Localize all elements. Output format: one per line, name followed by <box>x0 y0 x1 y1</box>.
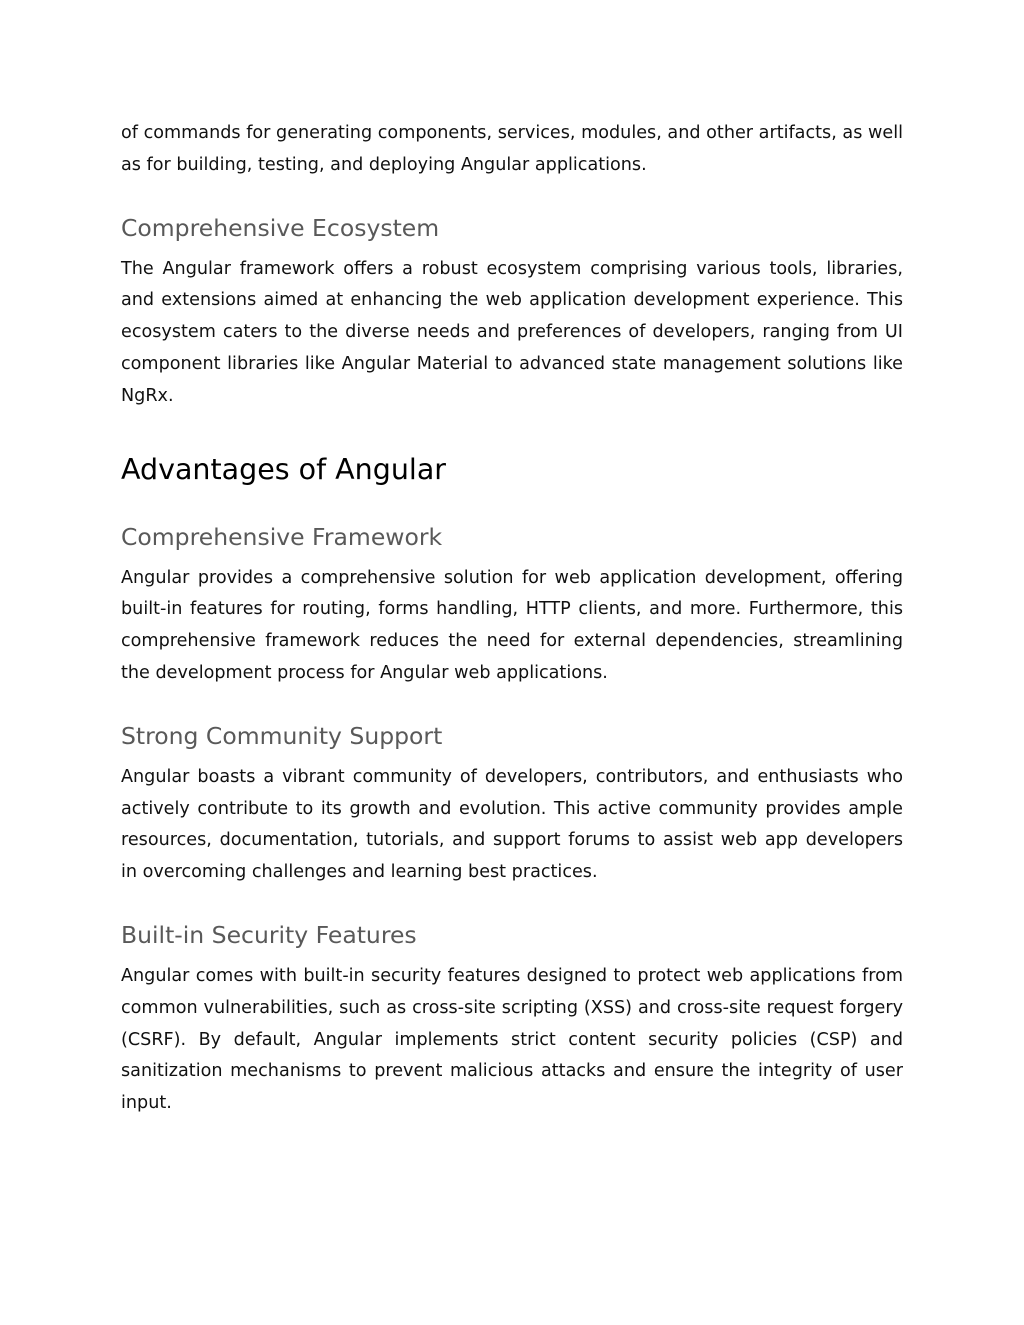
community-heading: Strong Community Support <box>121 721 443 750</box>
framework-heading: Comprehensive Framework <box>121 522 443 551</box>
security-paragraph: Angular comes with built-in security features designed to protect web applications from common vulnerabilities, such as cross-site scripting (XSS) and cross-site request forgery (CSRF). By default, Angular implements strict content security policies (CSP) and sanitization mechanisms to prevent malicious attacks and ensure the integrity of user input. <box>121 965 903 1114</box>
document-page <box>121 118 903 1120</box>
framework-paragraph: Angular provides a comprehensive solution for web application development, offering built-in features for routing, forms handling, HTTP clients, and more. Furthermore, this comprehensive framework reduces the need for external dependencies, streamlining the development process for Angular web applications. <box>121 567 903 683</box>
intro-paragraph: of commands for generating components, services, modules, and other artifacts, as well as for building, testing, and deploying Angular applications. <box>121 123 903 175</box>
ecosystem-paragraph: The Angular framework offers a robust ecosystem comprising various tools, libraries, and extensions aimed at enhancing the web application development experience. This ecosystem caters to the diverse needs and preferences of developers, ranging from UI component libraries like Angular Material to advanced state management solutions like NgRx. <box>121 258 903 406</box>
community-paragraph: Angular boasts a vibrant community of developers, contributors, and enthusiasts who actively contribute to its growth and evolution. This active community provides ample resources, documentation, tutorials, and support forums to assist web app developers in overcoming challenges and learning best practices. <box>121 766 903 883</box>
security-heading: Built-in Security Features <box>121 920 417 949</box>
ecosystem-heading: Comprehensive Ecosystem <box>121 213 440 242</box>
advantages-heading: Advantages of Angular <box>121 452 446 486</box>
